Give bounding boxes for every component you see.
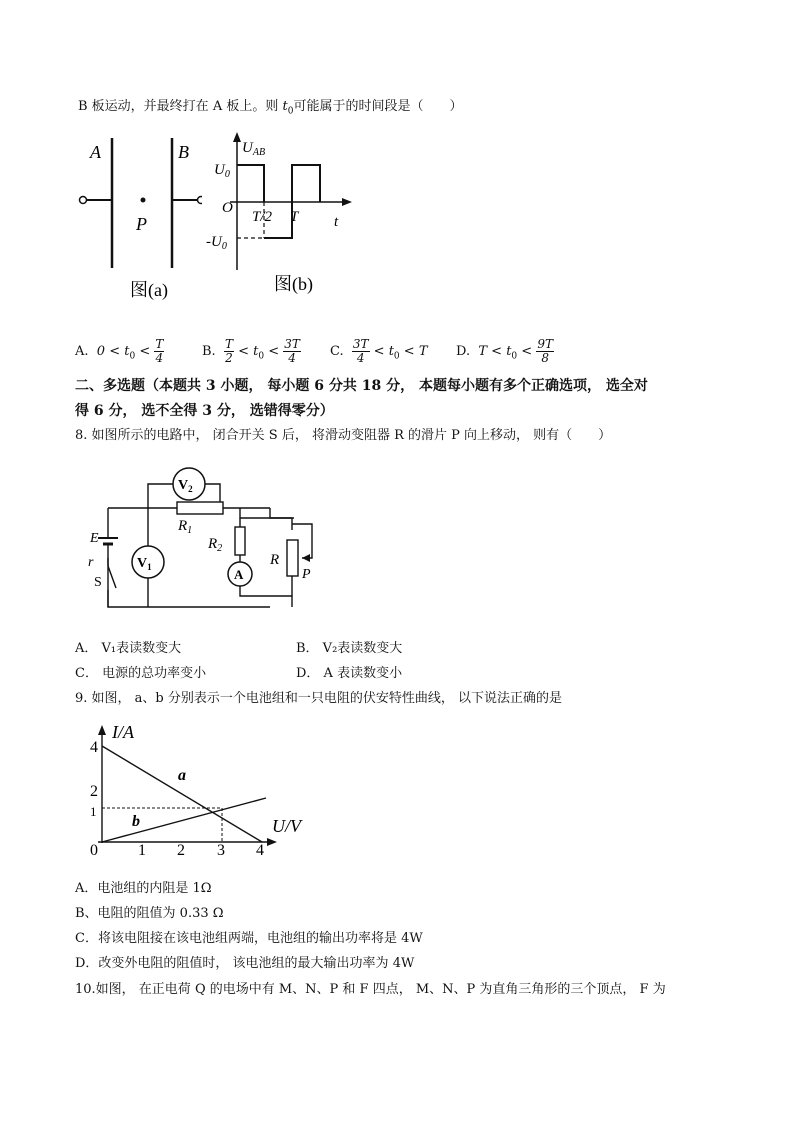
slider-arrow bbox=[302, 554, 310, 562]
wave-high-1 bbox=[237, 165, 264, 202]
opt-op: < bbox=[135, 344, 151, 359]
question-7-tail bbox=[78, 98, 462, 121]
r2-resistor bbox=[235, 527, 245, 555]
numerator: T bbox=[155, 337, 164, 351]
x-tick-0: 0 bbox=[90, 842, 98, 858]
line-b bbox=[102, 798, 266, 842]
section-2-heading-line1: 二、多选题（本题共 3 小题， 每小题 6 分共 18 分， 本题每小题有多个正确选项， 选全对 bbox=[75, 378, 648, 394]
numerator: 9T bbox=[537, 337, 553, 351]
opt-op: < bbox=[517, 344, 533, 359]
label-time: t bbox=[334, 214, 339, 230]
fraction bbox=[283, 338, 301, 365]
q7-option-a bbox=[75, 332, 164, 372]
figure-a-plates bbox=[72, 128, 202, 308]
y-tick-2: 2 bbox=[90, 783, 98, 800]
opt-sub: 0 bbox=[129, 351, 136, 362]
opt-post: < T bbox=[399, 344, 428, 359]
opt-sub: 0 bbox=[393, 351, 400, 362]
circuit-diagram bbox=[80, 462, 340, 612]
opt-letter: A. bbox=[75, 344, 89, 359]
q7-option-c bbox=[330, 332, 427, 372]
label-line-b: b bbox=[132, 813, 140, 830]
label-r-internal: r bbox=[88, 555, 94, 570]
q9-option-d: D．改变外电阻的阻值时， 该电池组的最大输出功率为 4W bbox=[75, 956, 415, 971]
opt-sub: 0 bbox=[511, 351, 518, 362]
label-v2: $V_2$ bbox=[178, 478, 193, 494]
figure-b-voltage bbox=[206, 130, 356, 305]
q8-option-d: D． A 表读数变小 bbox=[296, 666, 403, 681]
label-u0: $U_0$ bbox=[214, 162, 230, 180]
opt-expr: < t bbox=[238, 344, 259, 359]
numerator: 3T bbox=[352, 337, 369, 351]
x-tick-4: 4 bbox=[256, 842, 264, 858]
opt-op: < bbox=[264, 344, 280, 359]
label-s: S bbox=[94, 575, 102, 590]
denominator: 4 bbox=[288, 351, 296, 365]
q7-option-b bbox=[202, 332, 301, 372]
t-var: t bbox=[282, 99, 288, 114]
question-8-stem: 8. 如图所示的电路中， 闭合开关 S 后， 将滑动变阻器 R 的滑片 P 向上移动， 则有（ ） bbox=[75, 428, 612, 443]
y-arrow bbox=[233, 132, 241, 142]
label-e: E bbox=[90, 531, 99, 546]
iu-graph bbox=[80, 718, 320, 858]
label-half-t: T/2 bbox=[252, 209, 273, 225]
question-9-stem: 9. 如图， a、b 分别表示一个电池组和一只电阻的伏安特性曲线， 以下说法正确的是 bbox=[75, 691, 563, 706]
q7-text2: 可能属于的时间段是（ ） bbox=[293, 99, 463, 114]
terminal-b bbox=[198, 197, 203, 204]
q9-option-b: B、电阻的阻值为 0.33 Ω bbox=[75, 906, 224, 921]
section-2-heading-line2: 得 6 分， 选不全得 3 分， 选错得零分） bbox=[75, 403, 334, 419]
question-10-stem: 10.如图， 在正电荷 Q 的电场中有 M、N、P 和 F 四点， M、N、P 为直角三角形的三个顶点， F 为 bbox=[75, 982, 666, 997]
numerator: T bbox=[224, 337, 233, 351]
i-arrow bbox=[98, 725, 106, 735]
q8-option-b: B． V₂表读数变大 bbox=[296, 641, 403, 656]
fraction bbox=[224, 338, 234, 365]
label-t: T bbox=[290, 209, 299, 225]
label-a: A bbox=[90, 142, 101, 162]
label-neg-u0: $-U_0$ bbox=[206, 234, 227, 252]
q7-text: B 板运动，并最终打在 A 板上。则 bbox=[78, 99, 283, 114]
point-p-dot bbox=[141, 198, 146, 203]
opt-expr: T < t bbox=[478, 344, 512, 359]
label-v1: $V_1$ bbox=[137, 556, 152, 572]
q8-option-c: C． 电源的总功率变小 bbox=[75, 666, 207, 681]
label-p: P bbox=[136, 214, 147, 234]
opt-sub: 0 bbox=[258, 351, 265, 362]
label-p: P bbox=[302, 567, 311, 582]
u-label: U/V bbox=[272, 816, 301, 836]
label-line-a: a bbox=[178, 767, 186, 784]
opt-expr: 0 < t bbox=[96, 344, 130, 359]
q8-option-a: A． V₁表读数变大 bbox=[75, 641, 182, 656]
fraction bbox=[154, 338, 164, 365]
fraction bbox=[536, 338, 554, 365]
q9-option-c: C．将该电阻接在该电池组两端，电池组的输出功率将是 4W bbox=[75, 931, 423, 946]
u-arrow bbox=[267, 838, 277, 846]
opt-expr: < t bbox=[373, 344, 394, 359]
ylabel: $U_{AB}$ bbox=[242, 140, 266, 158]
numerator: 3T bbox=[284, 337, 300, 351]
label-a: A bbox=[234, 567, 244, 582]
x-tick-2: 2 bbox=[177, 842, 185, 858]
x-tick-1: 1 bbox=[138, 842, 146, 858]
t-sub: 0 bbox=[287, 106, 294, 117]
q7-option-d bbox=[456, 332, 554, 372]
q9-option-a: A．电池组的内阻是 1Ω bbox=[75, 881, 212, 896]
denominator: 8 bbox=[541, 351, 549, 365]
fraction bbox=[352, 338, 370, 365]
opt-letter: D. bbox=[456, 344, 471, 359]
x-tick-3: 3 bbox=[217, 842, 225, 858]
x-arrow bbox=[342, 198, 352, 206]
label-r2: $R_2$ bbox=[208, 536, 223, 554]
r1-resistor bbox=[177, 502, 223, 514]
caption-a: 图(a) bbox=[130, 280, 168, 300]
switch bbox=[108, 566, 116, 588]
label-origin: O bbox=[222, 200, 233, 216]
opt-letter: B. bbox=[202, 344, 216, 359]
label-r1: $R_1$ bbox=[178, 518, 193, 536]
label-b: B bbox=[178, 142, 189, 162]
label-r: R bbox=[270, 552, 280, 568]
r-rheostat bbox=[287, 540, 298, 576]
terminal-a bbox=[80, 197, 87, 204]
y-tick-1: 1 bbox=[90, 804, 97, 819]
y-tick-4: 4 bbox=[90, 739, 98, 756]
opt-letter: C. bbox=[330, 344, 344, 359]
caption-b: 图(b) bbox=[274, 274, 313, 294]
i-label: I/A bbox=[112, 722, 134, 742]
denominator: 2 bbox=[225, 351, 233, 365]
denominator: 4 bbox=[356, 351, 365, 365]
denominator: 4 bbox=[155, 351, 164, 365]
line-a bbox=[102, 746, 262, 842]
